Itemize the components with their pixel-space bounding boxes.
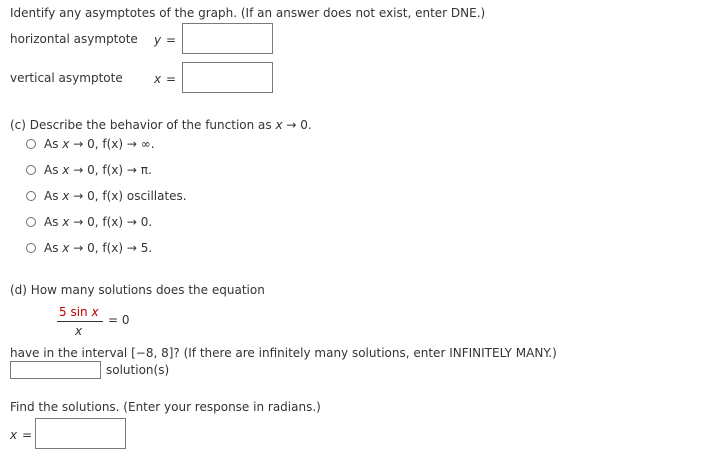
radio-button[interactable] [26, 217, 36, 227]
solution-count-suffix: solution(s) [106, 363, 170, 377]
solution-var: x [10, 428, 18, 442]
part-d-question: (d) How many solutions does the equation [10, 283, 265, 297]
vertical-equals: = [166, 72, 177, 86]
equation-rhs: = 0 [108, 313, 130, 327]
option-five[interactable]: As x → 0, f(x) → 5. [26, 240, 152, 256]
option-pi[interactable]: As x → 0, f(x) → π. [26, 162, 152, 178]
solution-count-input[interactable] [10, 361, 101, 379]
fraction-denominator: x [75, 324, 83, 338]
solution-equals: = [22, 428, 33, 442]
horizontal-asymptote-input[interactable] [182, 23, 273, 54]
option-infinity[interactable]: As x → 0, f(x) → ∞. [26, 136, 155, 152]
option-zero[interactable]: As x → 0, f(x) → 0. [26, 214, 152, 230]
radio-button[interactable] [26, 139, 36, 149]
radio-button[interactable] [26, 165, 36, 175]
radio-button[interactable] [26, 191, 36, 201]
asymptote-instructions: Identify any asymptotes of the graph. (If an answer does not exist, enter DNE.) [10, 6, 486, 20]
radio-button[interactable] [26, 243, 36, 253]
fraction-numerator: 5 sin x [59, 305, 99, 319]
part-c-question-var: x [275, 118, 283, 132]
vertical-var: x [154, 72, 162, 86]
fraction-bar [57, 321, 103, 322]
find-solutions-instructions: Find the solutions. (Enter your response in radians.) [10, 400, 321, 414]
interval-instructions: have in the interval [−8, 8]? (If there are infinitely many solutions, enter INFINITELY MANY.) [10, 346, 557, 360]
part-c-question-text: (c) Describe the behavior of the function as [10, 118, 272, 132]
horizontal-asymptote-label: horizontal asymptote [10, 32, 138, 46]
option-oscillates[interactable]: As x → 0, f(x) oscillates. [26, 188, 187, 204]
vertical-asymptote-input[interactable] [182, 62, 273, 93]
vertical-asymptote-label: vertical asymptote [10, 71, 123, 85]
horizontal-var: y [154, 33, 162, 47]
horizontal-equals: = [166, 33, 177, 47]
solutions-input[interactable] [35, 418, 126, 449]
part-c-question [10, 118, 312, 132]
part-c-question-tail: → 0. [286, 118, 312, 132]
